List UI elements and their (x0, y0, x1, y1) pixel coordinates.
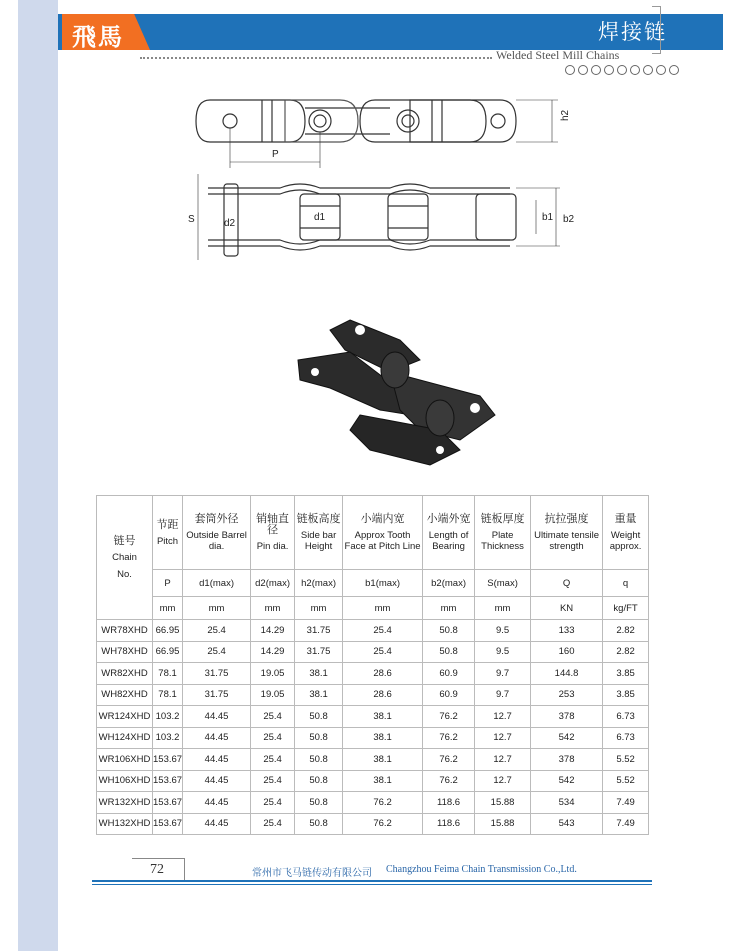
cell: 25.4 (343, 641, 423, 663)
table-row (97, 792, 649, 814)
col-pitch (153, 496, 183, 570)
cell: 38.1 (343, 727, 423, 749)
col-outer (423, 496, 475, 570)
cell: 3.85 (603, 684, 649, 706)
cell: 28.6 (343, 663, 423, 685)
chain-technical-drawing (180, 88, 580, 278)
cell: WR124XHD (97, 706, 153, 728)
cell: WH132XHD (97, 813, 153, 835)
cell: 76.2 (423, 749, 475, 771)
header-en: Approx Tooth Face at Pitch Line (344, 530, 421, 552)
cell: 103.2 (153, 706, 183, 728)
header-cn: 链号 (113, 534, 136, 547)
cell: 25.4 (251, 749, 295, 771)
header-en: Chain (112, 552, 137, 563)
cell: WR106XHD (97, 749, 153, 771)
table-row (97, 749, 649, 771)
table-row (97, 641, 649, 663)
cell: 38.1 (343, 770, 423, 792)
cell: 31.75 (183, 663, 251, 685)
unit-cell: mm (183, 597, 251, 620)
cell: 15.88 (475, 813, 531, 835)
cell: WH78XHD (97, 641, 153, 663)
cell: 12.7 (475, 770, 531, 792)
header-cn: 链板高度 (296, 512, 341, 525)
cell: 378 (531, 706, 603, 728)
cell: 50.8 (423, 641, 475, 663)
cell: 153.67 (153, 749, 183, 771)
svg-text:b1: b1 (542, 212, 554, 223)
cell: 25.4 (251, 770, 295, 792)
cell: 60.9 (423, 663, 475, 685)
code-cell: d2(max) (251, 570, 295, 597)
unit-cell: KN (531, 597, 603, 620)
code-cell: S(max) (475, 570, 531, 597)
cell: 9.5 (475, 641, 531, 663)
cell: 7.49 (603, 813, 649, 835)
dotted-rule (140, 57, 492, 59)
page-number: 72 (150, 862, 164, 877)
cell: 543 (531, 813, 603, 835)
cell: 12.7 (475, 706, 531, 728)
header-en: Outside Barrel dia. (186, 530, 247, 552)
cell: 12.7 (475, 749, 531, 771)
cell: 78.1 (153, 663, 183, 685)
header-en: Ultimate tensile strength (534, 530, 600, 552)
cell: 2.82 (603, 620, 649, 642)
col-plate (475, 496, 531, 570)
cell: 31.75 (183, 684, 251, 706)
svg-text:b2: b2 (563, 214, 575, 225)
col-tensile (531, 496, 603, 570)
cell: 44.45 (183, 792, 251, 814)
code-cell: b2(max) (423, 570, 475, 597)
header-cn: 小端内宽 (360, 512, 405, 525)
table-row (97, 727, 649, 749)
cell: 38.1 (295, 663, 343, 685)
cell: 50.8 (295, 813, 343, 835)
cell: WH82XHD (97, 684, 153, 706)
cell: 2.82 (603, 641, 649, 663)
page-title-cn: 焊接链 (598, 20, 667, 44)
cell: WR78XHD (97, 620, 153, 642)
header-en: No. (117, 569, 132, 580)
cell: 25.4 (183, 641, 251, 663)
code-cell: q (603, 570, 649, 597)
cell: 103.2 (153, 727, 183, 749)
cell: 31.75 (295, 641, 343, 663)
table-row (97, 770, 649, 792)
unit-cell: kg/FT (603, 597, 649, 620)
col-barrel (183, 496, 251, 570)
cell: 542 (531, 727, 603, 749)
svg-text:h2: h2 (560, 109, 571, 121)
cell: 76.2 (423, 727, 475, 749)
cell: 25.4 (251, 813, 295, 835)
cell: 15.88 (475, 792, 531, 814)
cell: 25.4 (183, 620, 251, 642)
col-inner (343, 496, 423, 570)
header-en: Length of Bearing (428, 530, 469, 552)
col-chain-no (97, 496, 153, 620)
cell: 76.2 (423, 770, 475, 792)
header-cn: 节距 (156, 517, 179, 531)
cell: 133 (531, 620, 603, 642)
cell: 76.2 (343, 813, 423, 835)
svg-text:S: S (188, 214, 195, 225)
cell: 160 (531, 641, 603, 663)
footer-rule (92, 880, 652, 882)
cell: 38.1 (343, 706, 423, 728)
cell: 14.29 (251, 620, 295, 642)
table-unit-row (97, 597, 649, 620)
cell: 118.6 (423, 813, 475, 835)
table-row (97, 813, 649, 835)
cell: 118.6 (423, 792, 475, 814)
cell: 38.1 (343, 749, 423, 771)
cell: 44.45 (183, 727, 251, 749)
code-cell: d1(max) (183, 570, 251, 597)
cell: 12.7 (475, 727, 531, 749)
cell: 153.67 (153, 813, 183, 835)
cell: 66.95 (153, 641, 183, 663)
table-row (97, 620, 649, 642)
left-margin-strip (18, 0, 58, 951)
chain-link-photo (290, 300, 500, 470)
table-code-row (97, 570, 649, 597)
unit-cell: mm (423, 597, 475, 620)
cell: 3.85 (603, 663, 649, 685)
cell: 50.8 (295, 727, 343, 749)
cell: 9.5 (475, 620, 531, 642)
header-en: Weight approx. (609, 530, 642, 552)
cell: 9.7 (475, 684, 531, 706)
unit-cell: mm (251, 597, 295, 620)
cell: 19.05 (251, 684, 295, 706)
cell: 153.67 (153, 770, 183, 792)
col-weight (603, 496, 649, 570)
cell: 14.29 (251, 641, 295, 663)
cell: 144.8 (531, 663, 603, 685)
cell: 44.45 (183, 706, 251, 728)
col-sidebar (295, 496, 343, 570)
svg-text:d2: d2 (224, 218, 236, 229)
cell: 25.4 (251, 706, 295, 728)
table-row (97, 706, 649, 728)
col-pin (251, 496, 295, 570)
page-title-en: Welded Steel Mill Chains (496, 48, 620, 62)
brand-logo: 飛馬 (72, 22, 124, 51)
cell: WR132XHD (97, 792, 153, 814)
cell: 50.8 (423, 620, 475, 642)
header-en: Plate Thickness (481, 530, 524, 552)
cell: 50.8 (295, 770, 343, 792)
header-cn: 抗拉强度 (544, 512, 589, 525)
header-cn: 重量 (614, 512, 637, 525)
cell: 76.2 (423, 706, 475, 728)
header-cn: 销轴直径 (256, 512, 290, 536)
cell: 153.67 (153, 792, 183, 814)
decorative-circles (565, 65, 679, 75)
cell: 28.6 (343, 684, 423, 706)
cell: 378 (531, 749, 603, 771)
cell: 6.73 (603, 727, 649, 749)
cell: WH124XHD (97, 727, 153, 749)
cell: 38.1 (295, 684, 343, 706)
header-en: Side bar Height (300, 530, 337, 552)
header-cn: 链板厚度 (480, 512, 525, 525)
cell: 50.8 (295, 749, 343, 771)
cell: 19.05 (251, 663, 295, 685)
company-name-en: Changzhou Feima Chain Transmission Co.,Ltd. (386, 864, 577, 875)
cell: 78.1 (153, 684, 183, 706)
svg-text:P: P (272, 149, 279, 160)
code-cell: Q (531, 570, 603, 597)
unit-cell: mm (343, 597, 423, 620)
cell: 66.95 (153, 620, 183, 642)
cell: 50.8 (295, 706, 343, 728)
svg-text:d1: d1 (314, 212, 326, 223)
cell: 5.52 (603, 749, 649, 771)
code-cell: b1(max) (343, 570, 423, 597)
cell: 9.7 (475, 663, 531, 685)
unit-cell: mm (153, 597, 183, 620)
cell: 31.75 (295, 620, 343, 642)
cell: 7.49 (603, 792, 649, 814)
cell: 5.52 (603, 770, 649, 792)
table-row (97, 663, 649, 685)
cell: 25.4 (343, 620, 423, 642)
cell: 6.73 (603, 706, 649, 728)
cell: 60.9 (423, 684, 475, 706)
header-cn: 套筒外径 (194, 512, 239, 525)
cell: 76.2 (343, 792, 423, 814)
header-cn: 小端外宽 (426, 512, 471, 525)
header-en: Pin dia. (256, 541, 289, 552)
cell: 542 (531, 770, 603, 792)
chain-spec-table (96, 495, 649, 835)
cell: 25.4 (251, 727, 295, 749)
unit-cell: mm (295, 597, 343, 620)
cell: 44.45 (183, 749, 251, 771)
cell: 50.8 (295, 792, 343, 814)
cell: 44.45 (183, 813, 251, 835)
table-header-row (97, 496, 649, 570)
unit-cell: mm (475, 597, 531, 620)
company-name-cn: 常州市飞马链传动有限公司 (252, 868, 372, 879)
code-cell: P (153, 570, 183, 597)
footer-rule-thin (92, 884, 652, 885)
code-cell: h2(max) (295, 570, 343, 597)
title-bracket (652, 6, 661, 54)
cell: WH106XHD (97, 770, 153, 792)
cell: WR82XHD (97, 663, 153, 685)
table-row (97, 684, 649, 706)
cell: 534 (531, 792, 603, 814)
cell: 253 (531, 684, 603, 706)
cell: 44.45 (183, 770, 251, 792)
cell: 25.4 (251, 792, 295, 814)
header-en: Pitch (156, 535, 179, 547)
